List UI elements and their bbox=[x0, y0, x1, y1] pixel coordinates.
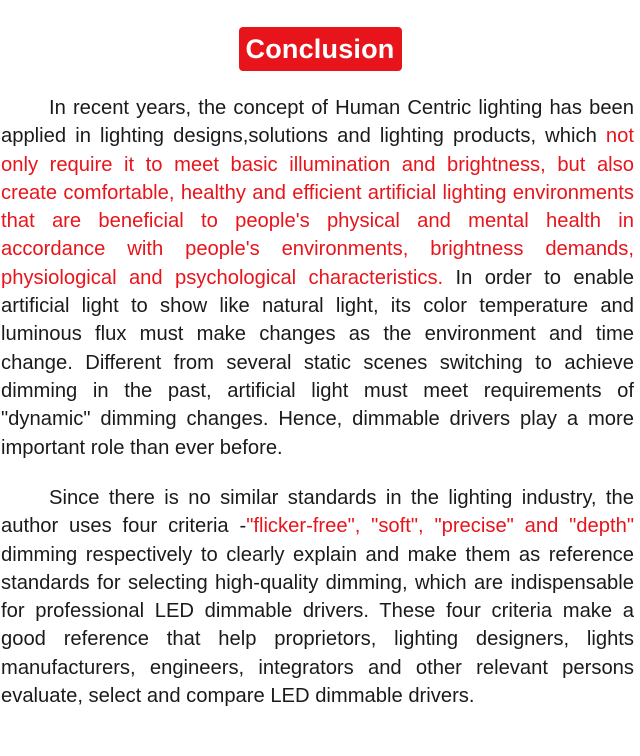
paragraph-2-rest: dimming respectively to clearly explain and make them as reference standards for selecting high-quality dimming, which are indispensable for professional LED dimmable drivers. These four criteria make a good reference that help proprietors, lighting designers, lights manufacturers, engineers, integrators and other relevant persons evaluate, select and compare LED dimmable drivers. bbox=[1, 543, 634, 708]
title-container bbox=[0, 27, 640, 71]
paragraph-human-centric-lighting bbox=[1, 94, 634, 462]
paragraph-2-intro: Since there is no similar standards in the lighting industry, the author uses four criteria - bbox=[1, 487, 634, 538]
paragraph-1-intro: In recent years, the concept of Human Centric lighting has been applied in lighting designs,solutions and lighting products, which bbox=[1, 97, 634, 148]
paragraph-1-rest: In order to enable artificial light to show like natural light, its color temperature and luminous flux must make changes as the environment and time change. Different from several static scenes switching to achieve dimming in the past, artificial light must meet requirements of "dynamic" dimming changes. Hence, dimmable drivers play a more important role than ever before. bbox=[1, 266, 634, 459]
paragraph-2-highlight: "flicker-free", "soft", "precise" and "depth" bbox=[246, 515, 634, 538]
page-title: Conclusion bbox=[239, 27, 402, 71]
paragraph-dimming-criteria bbox=[1, 484, 634, 710]
paragraph-1-highlight: not only require it to meet basic illumination and brightness, but also create comfortable, healthy and efficient artificial lighting environments that are beneficial to people's physical and mental health in accordance with people's environments, brightness demands, physiological and psychological characteristics. bbox=[1, 125, 634, 289]
